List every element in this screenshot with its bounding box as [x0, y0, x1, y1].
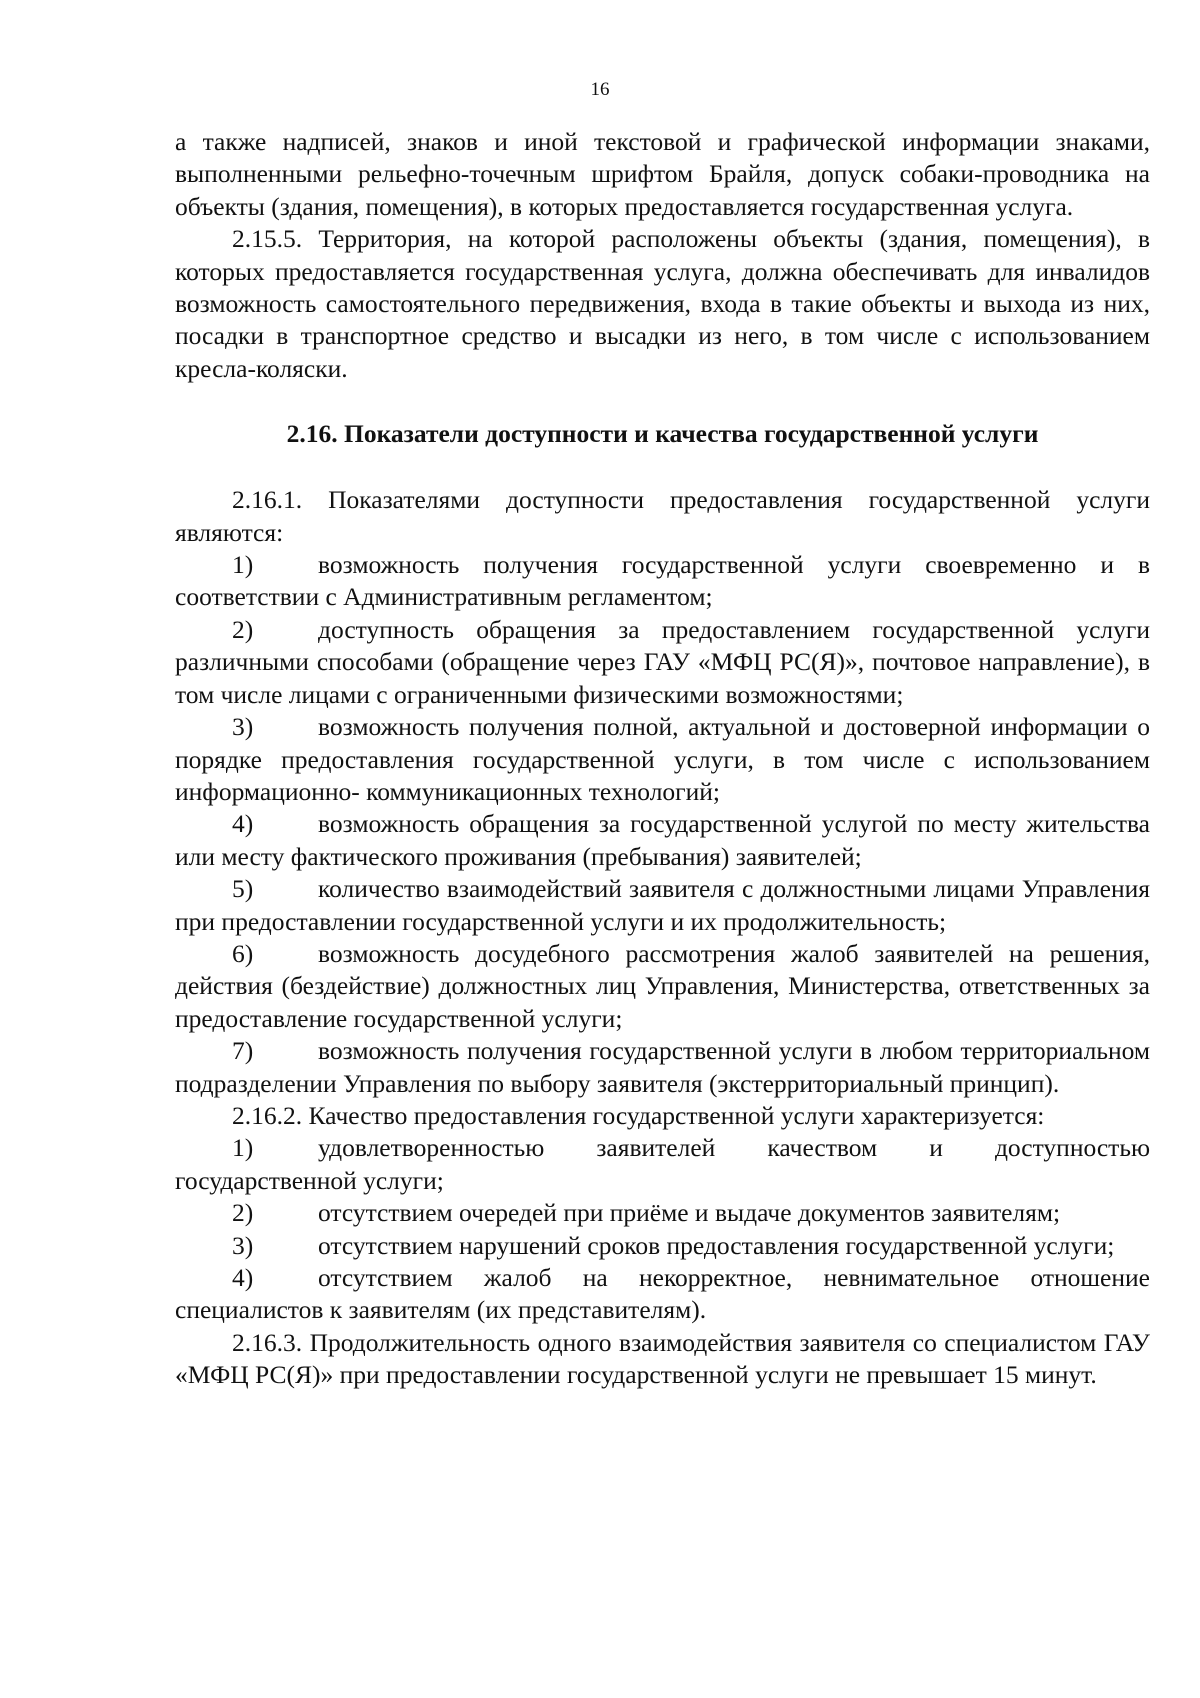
paragraph-2-16-3: 2.16.3. Продолжительность одного взаимодействия заявителя со специалистом ГАУ «МФЦ РС(Я)» при предоставлении государственной услуги не превышает 15 минут.	[175, 1327, 1150, 1390]
list-item	[175, 614, 1150, 711]
list-item-number: 2)	[232, 1198, 254, 1228]
list-item	[175, 1197, 1150, 1229]
list-item	[175, 1262, 1150, 1327]
list-item-text: отсутствием нарушений сроков предоставления государственной услуги;	[318, 1230, 1115, 1260]
list-item-number: 1)	[232, 550, 254, 580]
document-body	[175, 126, 1150, 1392]
list-item-text: количество взаимодействий заявителя с должностными лицами Управления при предоставлении государственной услуги и их продолжительность;	[175, 874, 1150, 936]
list-item-number: 5)	[232, 874, 254, 904]
paragraph-2-16-1: 2.16.1. Показателями доступности предоставления государственной услуги являются:	[175, 485, 1150, 547]
list-item-number: 3)	[232, 1230, 254, 1260]
paragraph-2-16-2: 2.16.2. Качество предоставления государственной услуги характеризуется:	[232, 1100, 1045, 1130]
list-item-text: удовлетворенностью заявителей качеством и доступностью государственной услуги;	[175, 1133, 1150, 1195]
list-item-text: возможность досудебного рассмотрения жалоб заявителей на решения, действия (бездействие) должностных лиц Управления, Министерства, ответственных за предоставление государственной услуги;	[175, 938, 1150, 1033]
page-number: 16	[590, 79, 610, 100]
list-item-number: 7)	[232, 1036, 254, 1066]
list-item-number: 1)	[232, 1133, 254, 1163]
list-item-number: 2)	[232, 614, 254, 644]
list-item	[175, 873, 1150, 938]
list-item	[175, 938, 1150, 1035]
list-item-text: возможность обращения за государственной услугой по месту жительства или месту фактического проживания (пребывания) заявителей;	[175, 809, 1150, 871]
intro-continuation-paragraph: а также надписей, знаков и иной текстовой и графической информации знаками, выполненными рельефно-точечным шрифтом Брайля, допуск собаки-проводника на объекты (здания, помещения), в которых предоставляется государственная услуга.	[175, 127, 1150, 221]
paragraph-2-15-5: 2.15.5. Территория, на которой расположены объекты (здания, помещения), в которых предоставляется государственная услуга, должна обеспечивать для инвалидов возможность самостоятельного передвижения, входа в такие объекты и выхода из них, посадки в транспортное средство и высадки из него, в том числе с использованием кресла-коляски.	[175, 224, 1150, 383]
list-item	[175, 1035, 1150, 1100]
list-item-number: 4)	[232, 1263, 254, 1292]
quality-list	[175, 1132, 1150, 1326]
list-item	[175, 1132, 1150, 1197]
list-item-text: возможность получения полной, актуальной и достоверной информации о порядке предоставления государственной услуги, в том числе с использованием информационно- коммуникационных технологий;	[175, 712, 1150, 806]
accessibility-list	[175, 549, 1150, 1100]
list-item-number: 6)	[232, 938, 254, 968]
section-heading: 2.16. Показатели доступности и качества государственной услуги	[286, 419, 1039, 449]
list-item-number: 4)	[232, 809, 254, 839]
list-item	[175, 1230, 1150, 1262]
list-item	[175, 711, 1150, 808]
list-item-text: отсутствием очередей при приёме и выдаче документов заявителям;	[318, 1198, 1061, 1228]
list-item-text: доступность обращения за предоставлением государственной услуги различными способами (обращение через ГАУ «МФЦ РС(Я)», почтовое направление), в том числе лицами с ограниченными физическими возможностями;	[175, 614, 1150, 709]
list-item-text: отсутствием жалоб на некорректное, невнимательное отношение специалистов к заявителям (их представителям).	[175, 1263, 1150, 1325]
list-item	[175, 549, 1150, 614]
list-item-number: 3)	[232, 712, 254, 742]
list-item-text: возможность получения государственной услуги своевременно и в соответствии с Административным регламентом;	[175, 550, 1150, 612]
list-item-text: возможность получения государственной услуги в любом территориальном подразделении Управления по выбору заявителя (экстерриториальный принцип).	[175, 1036, 1150, 1098]
list-item	[175, 808, 1150, 873]
